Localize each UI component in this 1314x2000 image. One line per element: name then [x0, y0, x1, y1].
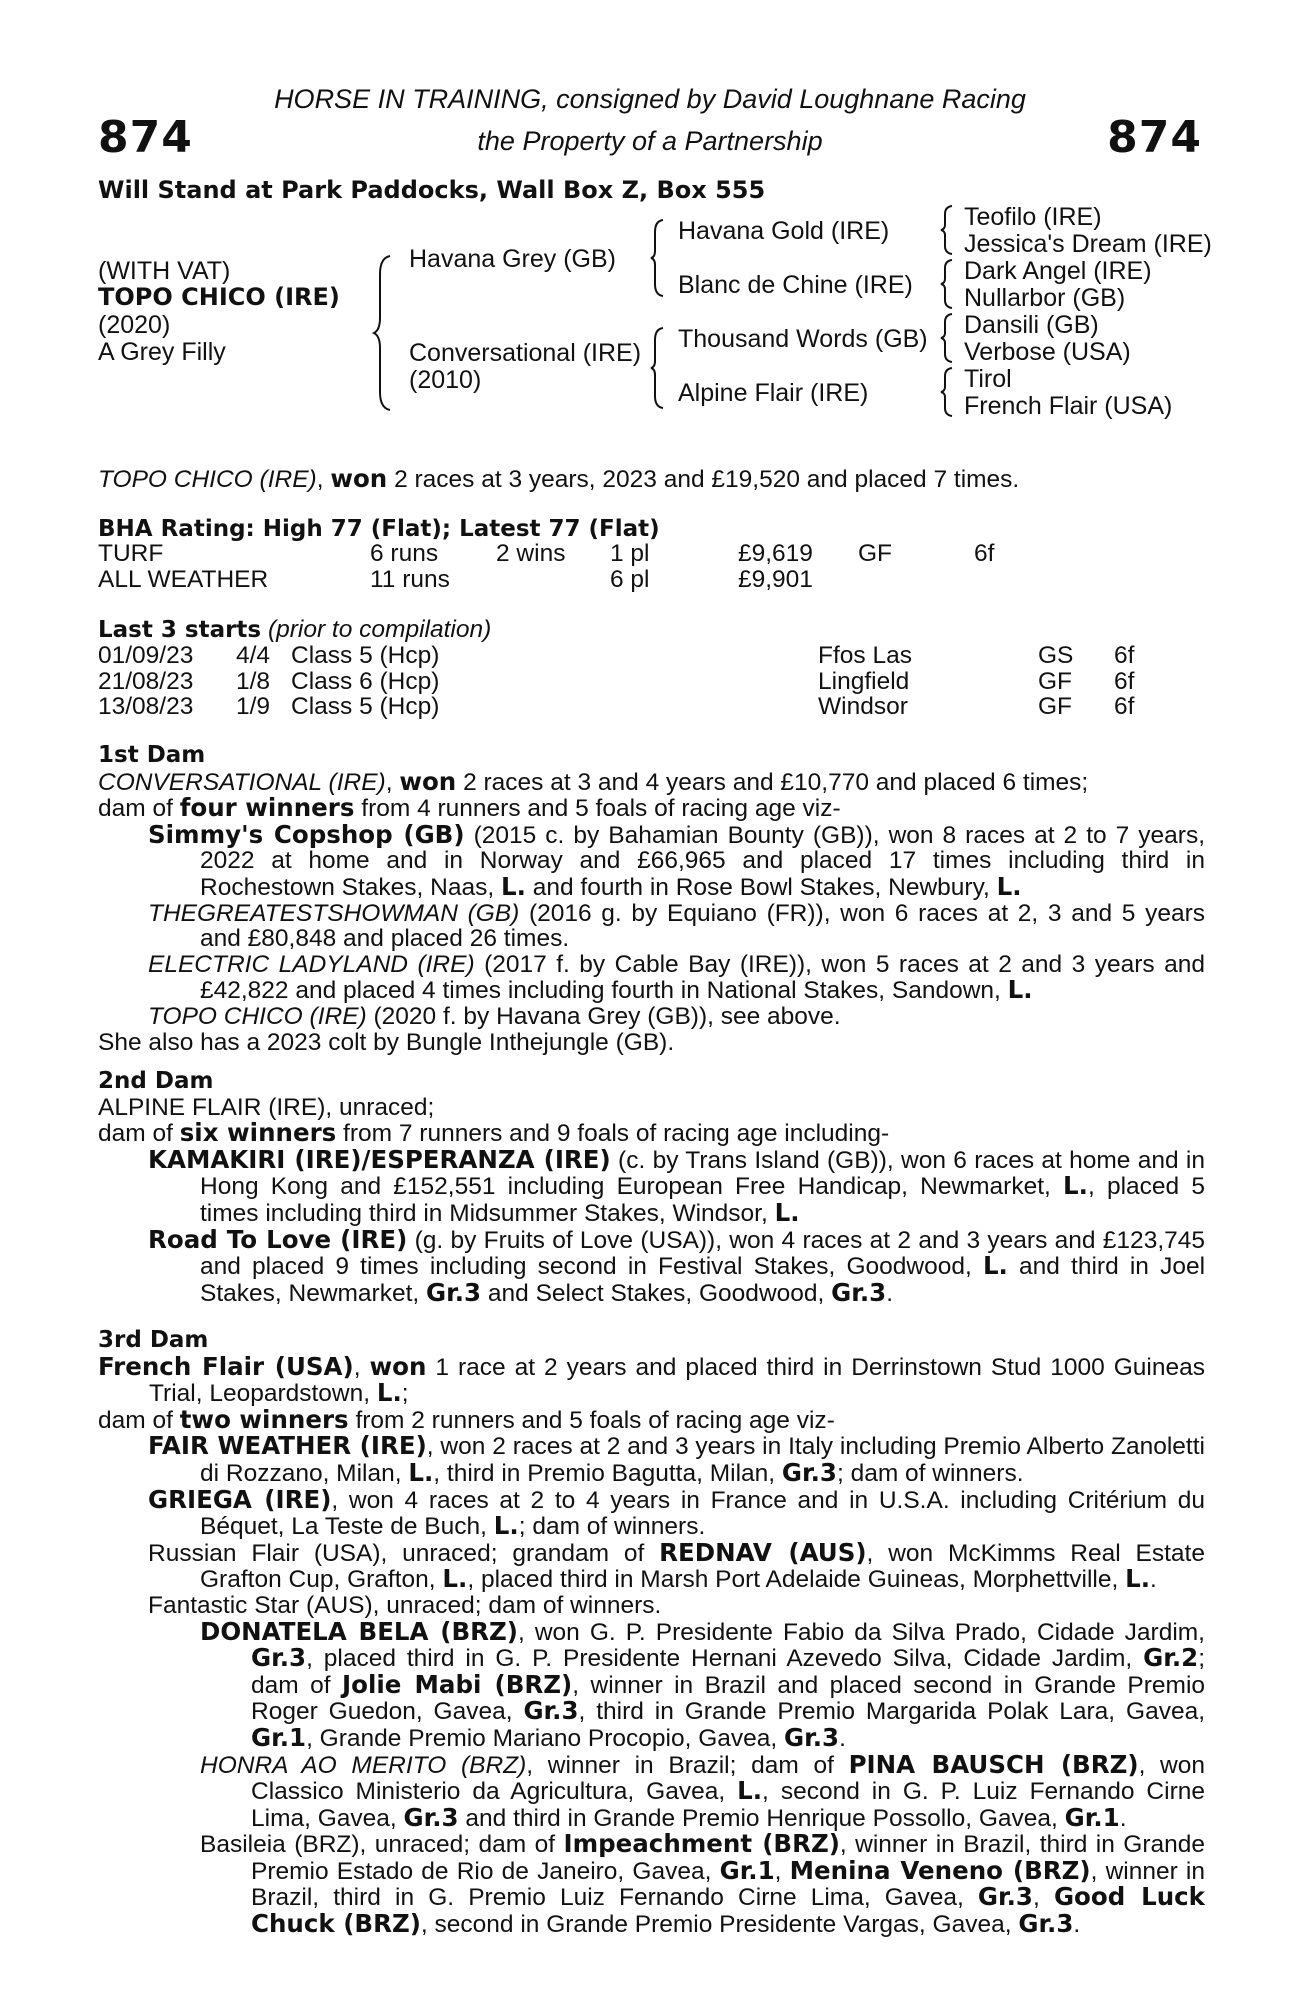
progeny-entry: FAIR WEATHER (IRE), won 2 races at 2 and 3 years in Italy including Premio Alberto Zanoletti di Rozzano, Milan, L., third in Premio Bagutta, Milan, Gr.3; dam of winners.	[148, 1431, 1205, 1487]
progeny-entry: Russian Flair (USA), unraced; grandam of REDNAV (AUS), won McKimms Real Estate Grafton Cup, Grafton, L., placed third in Marsh Port Adelaide Guineas, Morphettville, L..	[148, 1537, 1205, 1594]
pedigree-brace-g12	[940, 204, 954, 256]
bha-rating-heading: BHA Rating: High 77 (Flat); Latest 77 (Flat)	[98, 516, 660, 542]
rating-row-all-weather: ALL WEATHER 11 runs 6 pl £9,901	[98, 565, 813, 593]
pedigree-brace-g34	[940, 258, 954, 310]
first-dam-produce-line: dam of four winners from 4 runners and 5 foals of racing age viz-	[98, 793, 841, 823]
pedigree-brace-dam	[650, 326, 666, 410]
grandsire-8: French Flair (USA)	[964, 392, 1173, 420]
header-title: HORSE IN TRAINING, consigned by David Loughnane Racing	[274, 84, 1026, 114]
grandsire-1: Teofilo (IRE)	[964, 203, 1102, 231]
first-dam-heading: 1st Dam	[98, 742, 206, 768]
horse-year: (2020)	[98, 311, 171, 339]
grandsire-2: Jessica's Dream (IRE)	[964, 230, 1212, 258]
first-dam-also: She also has a 2023 colt by Bungle Inthejungle (GB).	[98, 1028, 675, 1056]
second-dam-section	[98, 1069, 1205, 1306]
progeny-entry: Fantastic Star (AUS), unraced; dam of winners.	[148, 1591, 662, 1619]
start-row: 01/09/23 4/4 Class 5 (Hcp) Ffos Las GS 6f	[98, 642, 1135, 669]
third-dam-produce-line: dam of two winners from 2 runners and 5 foals of racing age viz-	[98, 1404, 835, 1434]
second-dam-produce-line: dam of six winners from 7 runners and 9 foals of racing age including-	[98, 1118, 890, 1148]
pedigree-brace-sire	[650, 218, 666, 298]
rating-row-turf: TURF 6 runs 2 wins 1 pl £9,619 GF 6f	[98, 540, 995, 567]
progeny-entry: ELECTRIC LADYLAND (IRE) (2017 f. by Cable Bay (IRE)), won 5 races at 2 and 3 years and £42,822 and placed 4 times including fourth in National Stakes, Sandown, L.	[148, 950, 1205, 1005]
third-dam-line: French Flair (USA), won 1 race at 2 years and placed third in Derrinstown Stud 1000 Guineas Trial, Leopardstown, L.;	[98, 1351, 1205, 1408]
progeny-entry: Simmy's Copshop (GB) (2015 c. by Bahamian Bounty (GB)), won 8 races at 2 to 7 years, 2022 at home and in Norway and £66,965 and placed 17 times including third in Rochestown Stakes, Naas, L. and fourth in Rose Bowl Stakes, Newbury, L.	[148, 819, 1205, 901]
race-summary: TOPO CHICO (IRE), won 2 races at 3 years, 2023 and £19,520 and placed 7 times.	[98, 464, 1020, 493]
horse-name: TOPO CHICO (IRE)	[98, 283, 340, 311]
progeny-entry: TOPO CHICO (IRE) (2020 f. by Havana Grey (GB)), see above.	[148, 1002, 841, 1030]
grandsire-3: Dark Angel (IRE)	[964, 257, 1152, 285]
first-dam-line: CONVERSATIONAL (IRE), won 2 races at 3 and 4 years and £10,770 and placed 6 times;	[98, 766, 1089, 796]
grandsire-4: Nullarbor (GB)	[964, 284, 1126, 312]
grandsire-5: Dansili (GB)	[964, 311, 1099, 339]
lot-number-right: 874	[1107, 112, 1202, 163]
pedigree-brace-g56	[940, 312, 954, 364]
stand-location: Will Stand at Park Paddocks, Wall Box Z, Box 555	[98, 176, 766, 204]
grandprogeny-entry: DONATELA BELA (BRZ), won G. P. Presidente Fabio da Silva Prado, Cidade Jardim, Gr.3, placed third in G. P. Presidente Hernani Azevedo Silva, Cidade Jardim, Gr.2; dam of Jolie Mabi (BRZ), winner in Brazil and placed second in Grande Premio Roger Guedon, Gavea, Gr.3, third in Grande Premio Margarida Polak Lara, Gavea, Gr.1, Grande Premio Mariano Procopio, Gavea, Gr.3.	[200, 1616, 1206, 1752]
third-dam-section	[98, 1328, 1205, 1938]
sire-name: Havana Grey (GB)	[409, 245, 617, 273]
sire-sire-name: Havana Gold (IRE)	[678, 217, 890, 245]
grandprogeny-entry: HONRA AO MERITO (BRZ), winner in Brazil; dam of PINA BAUSCH (BRZ), won Classico Ministerio da Agricultura, Gavea, L., second in G. P. Luiz Fernando Cirne Lima, Gavea, Gr.3 and third in Grande Premio Henrique Possollo, Gavea, Gr.1.	[200, 1749, 1205, 1832]
rating-table	[98, 541, 1098, 592]
pedigree-brace-g78	[940, 366, 954, 418]
grandsire-7: Tirol	[964, 365, 1012, 393]
first-dam-section	[98, 743, 1205, 1055]
dam-dam-name: Alpine Flair (IRE)	[678, 379, 869, 407]
grandsire-6: Verbose (USA)	[964, 338, 1131, 366]
progeny-entry: KAMAKIRI (IRE)/ESPERANZA (IRE) (c. by Trans Island (GB)), won 6 races at home and in Hong Kong and £152,551 including European Free Handicap, Newmarket, L., placed 5 times including third in Midsummer Stakes, Windsor, L.	[148, 1144, 1205, 1227]
sire-dam-name: Blanc de Chine (IRE)	[678, 271, 913, 299]
dam-sire-name: Thousand Words (GB)	[678, 325, 928, 353]
third-dam-heading: 3rd Dam	[98, 1327, 209, 1353]
progeny-entry: THEGREATESTSHOWMAN (GB) (2016 g. by Equiano (FR)), won 6 races at 2, 3 and 5 years and £80,848 and placed 26 times.	[148, 899, 1205, 953]
start-row: 21/08/23 1/8 Class 6 (Hcp) Lingfield GF 6f	[98, 667, 1135, 695]
last-starts-heading: Last 3 starts (prior to compilation)	[98, 616, 492, 643]
header-subtitle: the Property of a Partnership	[477, 126, 823, 156]
second-dam-line: ALPINE FLAIR (IRE), unraced;	[98, 1093, 435, 1121]
grandprogeny-entry: Basileia (BRZ), unraced; dam of Impeachment (BRZ), winner in Brazil, third in Grande Premio Estado de Rio de Janeiro, Gavea, Gr.1, Menina Veneno (BRZ), winner in Brazil, third in G. Premio Luiz Fernando Cirne Lima, Gavea, Gr.3, Good Luck Chuck (BRZ), second in Grande Premio Presidente Vargas, Gavea, Gr.3.	[200, 1829, 1205, 1939]
second-dam-heading: 2nd Dam	[98, 1068, 214, 1094]
horse-vat: (WITH VAT)	[98, 257, 231, 285]
dam-year: (2010)	[409, 366, 482, 394]
dam-name: Conversational (IRE)	[409, 339, 642, 367]
last-starts-table	[98, 643, 1148, 720]
pedigree-brace-main	[372, 254, 396, 412]
horse-description: A Grey Filly	[98, 338, 226, 366]
lot-number-left: 874	[98, 112, 193, 163]
start-row: 13/08/23 1/9 Class 5 (Hcp) Windsor GF 6f	[98, 693, 1135, 721]
summary-horse-name: TOPO CHICO (IRE)	[98, 466, 317, 493]
progeny-entry: GRIEGA (IRE), won 4 races at 2 to 4 years in France and in U.S.A. including Critérium du Béquet, La Teste de Buch, L.; dam of winners.	[148, 1484, 1205, 1541]
progeny-entry: Road To Love (IRE) (g. by Fruits of Love (USA)), won 4 races at 2 and 3 years and £123,745 and placed 9 times including second in Festival Stakes, Goodwood, L. and third in Joel Stakes, Newmarket, Gr.3 and Select Stakes, Goodwood, Gr.3.	[148, 1224, 1206, 1307]
